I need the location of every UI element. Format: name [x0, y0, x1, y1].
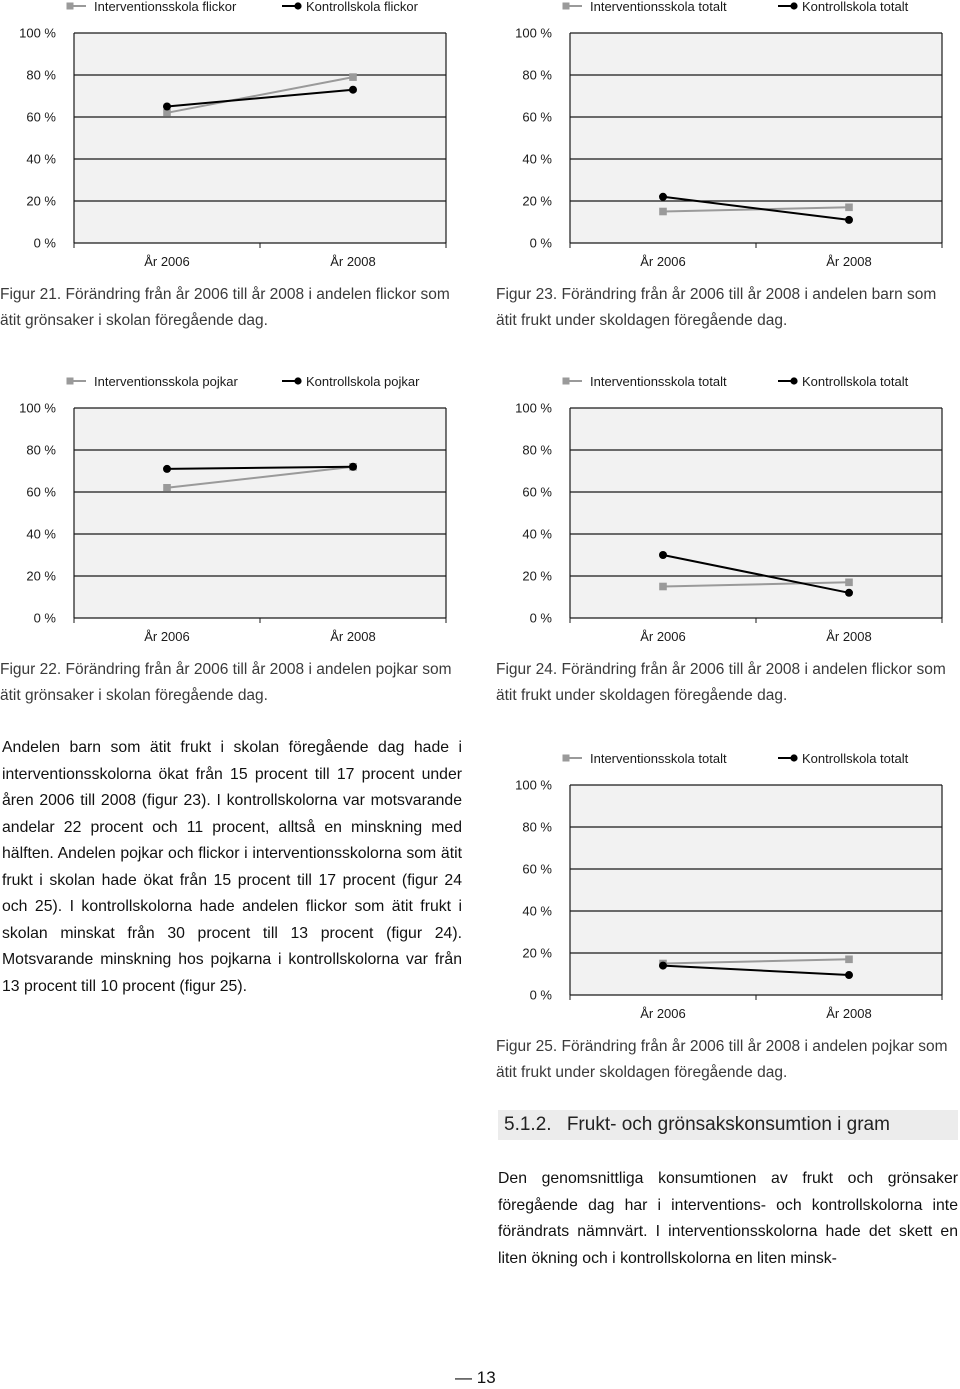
- data-point-square: [845, 204, 853, 212]
- plot-area: [570, 408, 942, 618]
- y-tick-label: 100 %: [19, 25, 56, 41]
- chart-figure-25: [496, 752, 946, 1082]
- chart-figure-22: [0, 375, 450, 705]
- caption-number: Figur 22.: [0, 661, 62, 678]
- legend-marker-circle: [790, 2, 797, 9]
- page-number-value: 13: [476, 1368, 496, 1387]
- x-tick-label: År 2008: [826, 1006, 872, 1021]
- section-title: Frukt- och grönsakskonsumtion i gram: [566, 1114, 890, 1135]
- legend-label: Kontrollskola totalt: [802, 374, 909, 389]
- figure-caption: [496, 657, 956, 709]
- y-tick-label: 100 %: [515, 777, 552, 793]
- chart-figure-23: [496, 0, 946, 330]
- caption-text: Förändring från år 2006 till år 2008 i andelen pojkar som ätit frukt under skoldagen föregående dag.: [496, 1038, 948, 1081]
- figure-caption: [0, 282, 460, 334]
- data-point-circle: [659, 551, 667, 559]
- legend-label: Kontrollskola pojkar: [306, 374, 420, 389]
- legend-label: Interventionsskola pojkar: [94, 374, 238, 389]
- section-heading: [498, 1110, 958, 1140]
- y-tick-label: 100 %: [515, 400, 552, 416]
- y-tick-label: 60 %: [522, 484, 552, 500]
- y-tick-label: 40 %: [522, 526, 552, 542]
- y-tick-label: 0 %: [529, 235, 552, 251]
- legend-marker-square: [67, 3, 74, 10]
- plot-area: [570, 33, 942, 243]
- y-tick-label: 40 %: [522, 903, 552, 919]
- caption-number: Figur 21.: [0, 286, 62, 303]
- caption-number: Figur 24.: [496, 661, 558, 678]
- y-tick-label: 0 %: [33, 610, 56, 626]
- data-point-circle: [845, 216, 853, 224]
- data-point-circle: [845, 589, 853, 597]
- chart-figure-24: [496, 375, 946, 705]
- caption-number: Figur 23.: [496, 286, 558, 303]
- legend-label: Interventionsskola totalt: [590, 0, 727, 14]
- legend-label: Interventionsskola flickor: [94, 0, 237, 14]
- legend-label: Interventionsskola totalt: [590, 751, 727, 766]
- y-tick-label: 20 %: [522, 193, 552, 209]
- data-point-circle: [163, 465, 171, 473]
- y-tick-label: 20 %: [26, 568, 56, 584]
- page-number: [455, 1368, 496, 1388]
- caption-text: Förändring från år 2006 till år 2008 i andelen pojkar som ätit grönsaker i skolan föregående dag.: [0, 661, 452, 704]
- x-tick-label: År 2006: [640, 1006, 686, 1021]
- y-tick-label: 100 %: [515, 25, 552, 41]
- legend-marker-square: [563, 3, 570, 10]
- chart-figure-21: [0, 0, 450, 330]
- data-point-square: [659, 583, 667, 591]
- legend-label: Kontrollskola totalt: [802, 0, 909, 14]
- y-tick-label: 0 %: [33, 235, 56, 251]
- data-point-square: [659, 208, 667, 216]
- caption-number: Figur 25.: [496, 1038, 558, 1055]
- y-tick-label: 80 %: [26, 442, 56, 458]
- x-tick-label: År 2008: [330, 629, 376, 644]
- data-point-square: [845, 579, 853, 587]
- y-tick-label: 40 %: [26, 526, 56, 542]
- y-tick-label: 20 %: [26, 193, 56, 209]
- legend-marker-square: [563, 755, 570, 762]
- legend-marker-circle: [790, 754, 797, 761]
- x-tick-label: År 2006: [640, 254, 686, 269]
- x-tick-label: År 2008: [330, 254, 376, 269]
- data-point-circle: [163, 103, 171, 111]
- data-point-square: [163, 484, 171, 492]
- section-number: 5.1.2.: [504, 1114, 552, 1135]
- y-tick-label: 80 %: [522, 819, 552, 835]
- data-point-circle: [659, 193, 667, 201]
- data-point-circle: [845, 971, 853, 979]
- y-tick-label: 20 %: [522, 568, 552, 584]
- caption-text: Förändring från år 2006 till år 2008 i andelen flickor som ätit frukt under skoldagen föregående dag.: [496, 661, 946, 704]
- chart-svg: [496, 752, 956, 1027]
- figure-caption: [496, 282, 956, 334]
- chart-svg: [0, 375, 460, 650]
- plot-area: [74, 408, 446, 618]
- caption-text: Förändring från år 2006 till år 2008 i andelen barn som ätit frukt under skoldagen föregående dag.: [496, 286, 937, 329]
- y-tick-label: 60 %: [522, 109, 552, 125]
- x-tick-label: År 2008: [826, 629, 872, 644]
- chart-svg: [496, 375, 956, 650]
- legend-marker-square: [563, 378, 570, 385]
- y-tick-label: 60 %: [26, 109, 56, 125]
- page-number-dash: —: [455, 1368, 472, 1387]
- figure-caption: [0, 657, 460, 709]
- body-paragraph: Andelen barn som ätit frukt i skolan föregående dag hade i interventionsskolorna ökat från 15 procent till 17 procent under åren 2006 till 2008 (figur 23). I kontrollskolorna var motsvarande andelar 22 procent och 11 procent, alltså en minskning med hälften. Andelen pojkar och flickor i interventionsskolorna som ätit frukt i skolan hade ökat från 15 procent till 17 procent (figur 24 och 25). I kontrollskolorna hade andelen flickor som ätit frukt i skolan minskat från 30 procent till 13 procent (figur 24). Motsvarande minskning hos pojkarna i kontrollskolorna var från 13 procent till 10 procent (figur 25).: [2, 739, 462, 995]
- data-point-circle: [349, 86, 357, 94]
- data-point-square: [349, 73, 357, 81]
- plot-area: [570, 785, 942, 995]
- chart-svg: [496, 0, 956, 275]
- y-tick-label: 20 %: [522, 945, 552, 961]
- y-tick-label: 80 %: [522, 67, 552, 83]
- data-point-circle: [659, 962, 667, 970]
- legend-label: Kontrollskola flickor: [306, 0, 418, 14]
- x-tick-label: År 2006: [640, 629, 686, 644]
- y-tick-label: 100 %: [19, 400, 56, 416]
- data-point-circle: [349, 463, 357, 471]
- y-tick-label: 0 %: [529, 610, 552, 626]
- x-tick-label: År 2008: [826, 254, 872, 269]
- y-tick-label: 60 %: [26, 484, 56, 500]
- legend-marker-square: [67, 378, 74, 385]
- legend-marker-circle: [790, 377, 797, 384]
- legend-label: Kontrollskola totalt: [802, 751, 909, 766]
- legend-marker-circle: [294, 377, 301, 384]
- caption-text: Förändring från år 2006 till år 2008 i andelen flickor som ätit grönsaker i skolan föregående dag.: [0, 286, 450, 329]
- y-tick-label: 0 %: [529, 987, 552, 1003]
- chart-svg: [0, 0, 460, 275]
- y-tick-label: 60 %: [522, 861, 552, 877]
- plot-area: [74, 33, 446, 243]
- section-paragraph: Den genomsnittliga konsumtionen av frukt och grönsaker föregående dag har i interventions- och kontrollskolorna inte förändrats nämnvärt. I interventionsskolorna hade det skett en liten ökning och i kontrollskolorna en liten minsk-: [498, 1170, 958, 1267]
- legend-marker-circle: [294, 2, 301, 9]
- x-tick-label: År 2006: [144, 629, 190, 644]
- y-tick-label: 40 %: [522, 151, 552, 167]
- figure-caption: [496, 1034, 956, 1086]
- y-tick-label: 40 %: [26, 151, 56, 167]
- x-tick-label: År 2006: [144, 254, 190, 269]
- y-tick-label: 80 %: [26, 67, 56, 83]
- legend-label: Interventionsskola totalt: [590, 374, 727, 389]
- data-point-square: [845, 956, 853, 964]
- y-tick-label: 80 %: [522, 442, 552, 458]
